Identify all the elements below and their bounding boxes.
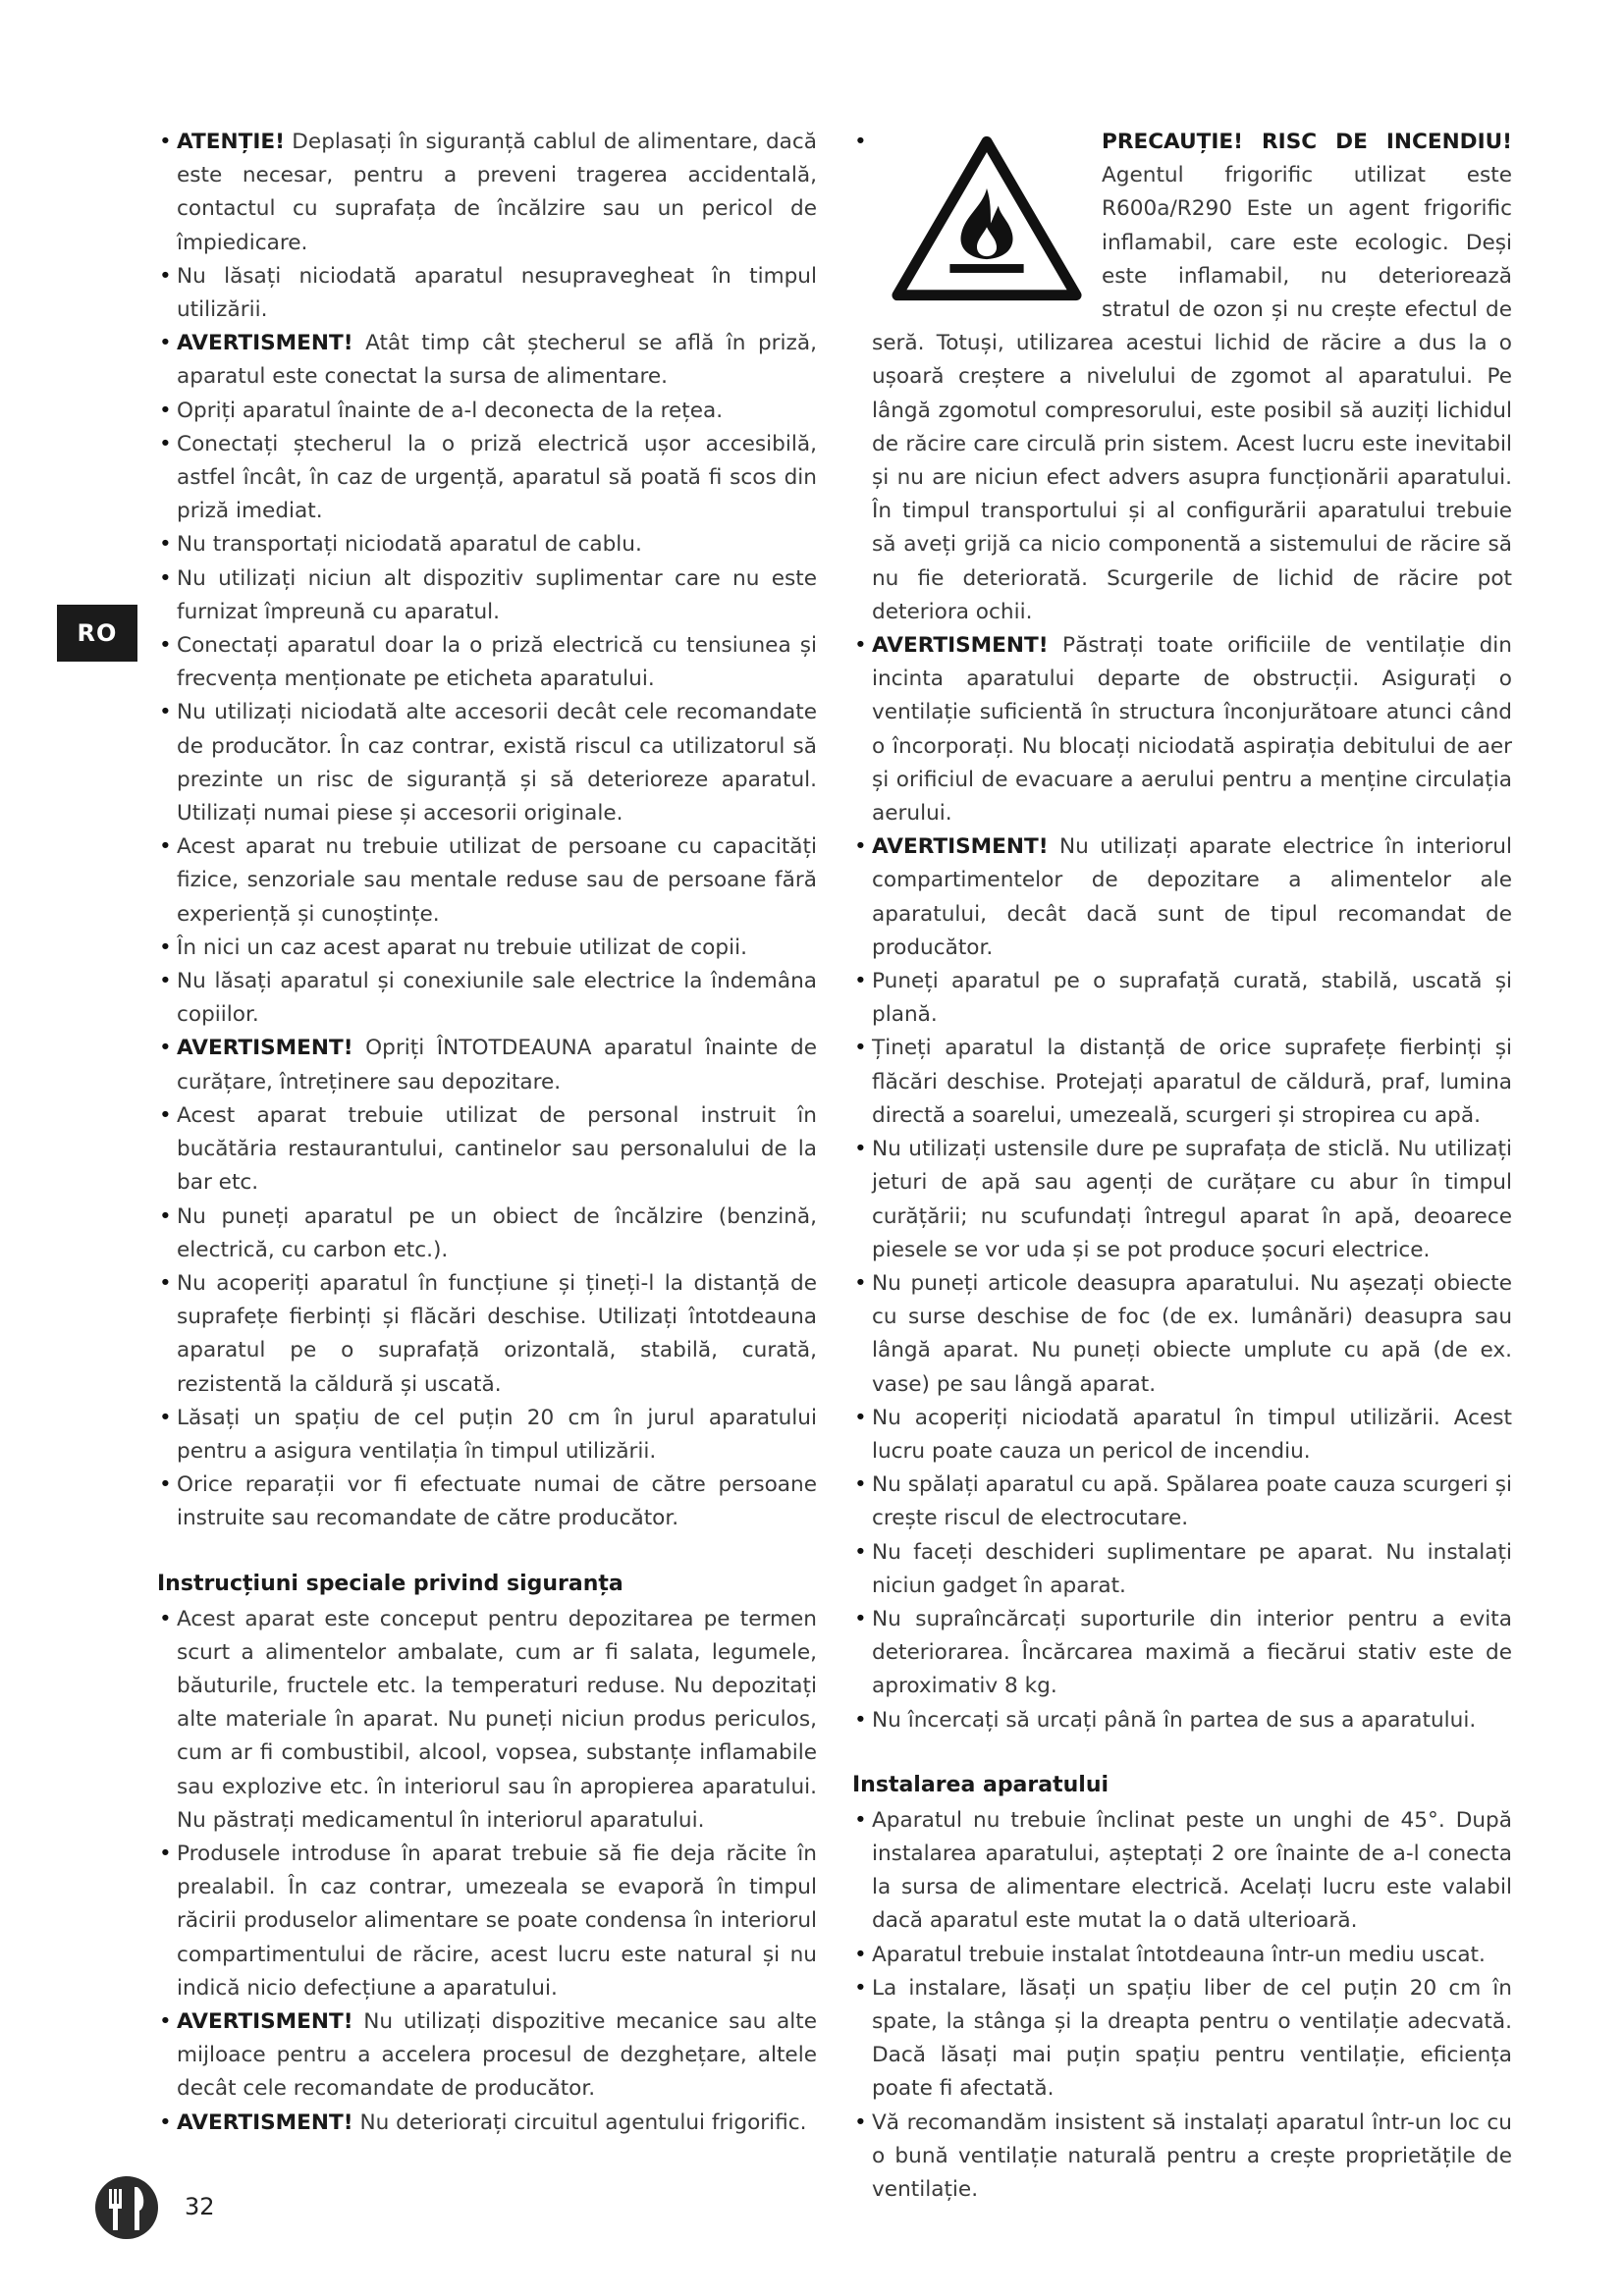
list-item: [157, 696, 817, 830]
list-item-text: Nu deteriorați circuitul agentului frigorific.: [352, 2109, 807, 2135]
list-item: [852, 1402, 1512, 1468]
list-item: [157, 1838, 817, 2005]
list-item: [852, 1133, 1512, 1267]
right-column: [852, 126, 1512, 2207]
list-item: [157, 932, 817, 965]
list-item-text: Păstrați toate orificiile de ventilație din incinta aparatului departe de obstrucții. Asigurați o ventilație suficientă în structura înconjurătoare atunci când o încorporați. Nu blocați niciodată aspirația debitului de aer și orificiul de evacuare a aerului pentru a menține circulația aerului.: [872, 633, 1512, 827]
list-item: [157, 830, 817, 932]
list-item-text: Acest aparat nu trebuie utilizat de persoane cu capacități fizice, senzoriale sau mentale reduse sau de persoane fără experiență și cunoștințe.: [177, 834, 817, 927]
list-item-text: Nu utilizați aparate electrice în interiorul compartimentelor de depozitare a alimentelor ale aparatului, decât dacă sunt de tipul recomandat de producător.: [872, 834, 1512, 960]
list-item-text: Nu spălați aparatul cu apă. Spălarea poate cauza scurgeri și crește riscul de electrocutare.: [872, 1472, 1512, 1531]
warning-keyword: AVERTISMENT!: [177, 2008, 353, 2034]
list-item: [157, 629, 817, 696]
list-item: [157, 1267, 817, 1402]
list-item-text: Nu utilizați dispozitive mecanice sau alte mijloace pentru a accelera procesul de dezghețare, altele decât cele recomandate de producător.: [177, 2008, 817, 2102]
special-safety-list: [157, 1603, 817, 2140]
list-item: [852, 1603, 1512, 1704]
warning-keyword: AVERTISMENT!: [872, 633, 1049, 659]
list-item: [852, 1972, 1512, 2107]
list-item: [157, 2005, 817, 2107]
list-item-text: Aparatul trebuie instalat întotdeauna într-un mediu uscat.: [872, 1942, 1486, 1967]
list-item-text: Conectați ștecherul la o priză electrică ușor accesibilă, astfel încât, în caz de urgență, aparatul să poată fi scos din priză imediat.: [177, 431, 817, 524]
list-item-text: Țineți aparatul la distanță de orice suprafețe fierbinți și flăcări deschise. Protejați aparatul de căldură, praf, lumina directă a soarelui, umezeală, scurgeri și stropirea cu apă.: [872, 1036, 1512, 1128]
list-item: [157, 428, 817, 529]
section-heading-installation: Instalarea aparatului: [852, 1772, 1110, 1797]
list-item-text: Aparatul nu trebuie înclinat peste un unghi de 45°. După instalarea aparatului, așteptați 2 ore înainte de a-l conecta la sursa de alimentare electrică. Acelați lucru este valabil dacă aparatul este mutat la o dată ulterioară.: [872, 1807, 1512, 1934]
list-item: [157, 1468, 817, 1535]
list-item: [852, 2107, 1512, 2208]
safety-list: [157, 126, 817, 1536]
list-item: [852, 830, 1512, 965]
fire-warning-keyword: PRECAUȚIE! RISC DE INCENDIU!: [1102, 130, 1512, 154]
safety-list-continued: [852, 126, 1512, 1737]
list-item-text: Nu utilizați niciun alt dispozitiv suplimentar care nu este furnizat împreună cu aparatul.: [177, 565, 817, 624]
list-item-text: Nu puneți articole deasupra aparatului. Nu așezați obiecte cu surse deschise de foc (de ex. lumânări) deasupra sau lângă aparat. Nu puneți obiecte umplute cu apă (de ex. vase) pe sau lângă aparat.: [872, 1270, 1512, 1397]
list-item-text: Opriți ÎNTOTDEAUNA aparatul înainte de curățare, întreținere sau depozitare.: [177, 1036, 817, 1095]
list-item: [157, 126, 817, 260]
list-item-text: Orice reparații vor fi efectuate numai de către persoane instruite sau recomandate de către producător.: [177, 1472, 817, 1531]
warning-keyword: AVERTISMENT!: [872, 834, 1049, 860]
warning-keyword: AVERTISMENT!: [177, 1036, 353, 1061]
list-item-text: Nu transportați niciodată aparatul de cablu.: [177, 532, 642, 558]
list-item-text: Nu lăsați niciodată aparatul nesupravegheat în timpul utilizării.: [177, 263, 817, 323]
list-item: [157, 1402, 817, 1468]
list-item: [157, 327, 817, 394]
installation-list: [852, 1804, 1512, 2207]
list-item-text: Puneți aparatul pe o suprafață curată, stabilă, uscată și plană.: [872, 969, 1512, 1028]
list-item: [852, 1267, 1512, 1402]
list-item: [852, 1704, 1512, 1737]
list-item: [157, 965, 817, 1032]
left-column: [157, 126, 817, 2140]
list-item-text: Nu încercați să urcați până în partea de sus a aparatului.: [872, 1707, 1477, 1733]
list-item-text: Nu utilizați niciodată alte accesorii decât cele recomandate de producător. În caz contrar, există riscul ca utilizatorul să prezinte un risc de siguranță și să deterioreze aparatul. Utilizați numai piese și accesorii originale.: [177, 700, 817, 827]
list-item: [852, 1032, 1512, 1133]
list-item-fire-warning: [852, 126, 1512, 629]
list-item-text: Acest aparat este conceput pentru depozitarea pe termen scurt a alimentelor ambalate, cum ar fi salata, legumele, băuturile, fructele etc. la temperaturi reduse. Nu depozitați alte materiale în aparat. Nu puneți niciun produs periculos, cum ar fi combustibil, alcool, vopsea, substanțe inflamabile sau explozive etc. în interiorul sau în apropierea aparatului. Nu păstrați medicamentul în interiorul aparatului.: [177, 1606, 817, 1833]
list-item: [157, 562, 817, 629]
list-item-text: La instalare, lăsați un spațiu liber de cel puțin 20 cm în spate, la stânga și la dreapta pentru o ventilație adecvată. Dacă lăsați mai puțin spațiu pentru ventilație, eficiența poate fi afectată.: [872, 1975, 1512, 2102]
list-item: [157, 395, 817, 428]
list-item: [852, 965, 1512, 1032]
list-item-text: Nu faceți deschideri suplimentare pe aparat. Nu instalați niciun gadget în aparat.: [872, 1539, 1512, 1598]
flammable-warning-icon: [890, 133, 1084, 305]
list-item-text: Nu acoperiți niciodată aparatul în timpul utilizării. Acest lucru poate cauza un pericol de incendiu.: [872, 1405, 1512, 1464]
list-item: [157, 2107, 817, 2140]
list-item: [852, 629, 1512, 830]
list-item-text: Nu lăsați aparatul și conexiunile sale electrice la îndemâna copiilor.: [177, 969, 817, 1028]
list-item: [157, 1099, 817, 1201]
list-item-text: Conectați aparatul doar la o priză electrică cu tensiunea și frecvența menționate pe eticheta aparatului.: [177, 633, 817, 692]
list-item-text: Opriți aparatul înainte de a-l deconecta de la rețea.: [177, 398, 724, 423]
list-item-text: Deplasați în siguranță cablul de alimentare, dacă este necesar, pentru a preveni tragerea accidentală, contactul cu suprafața de încălzire sau un pericol de împiedicare.: [177, 130, 817, 255]
list-item-text: În nici un caz acest aparat nu trebuie utilizat de copii.: [177, 934, 747, 960]
list-item-text: Nu utilizați ustensile dure pe suprafața de sticlă. Nu utilizați jeturi de apă sau agenți de curățare cu abur în timpul curățării; nu scufundați întregul aparat în apă, deoarece piesele se vor uda și se pot produce șocuri electrice.: [872, 1137, 1512, 1262]
warning-keyword: ATENȚIE!: [177, 130, 285, 154]
list-item: [852, 1804, 1512, 1939]
list-item: [157, 1603, 817, 1838]
language-tab: RO: [57, 605, 137, 662]
list-item: [852, 1536, 1512, 1603]
list-item-text: Lăsați un spațiu de cel puțin 20 cm în jurul aparatului pentru a asigura ventilația în timpul utilizării.: [177, 1405, 817, 1464]
fire-warning-text: Agentul frigorific utilizat este R600a/R290 Este un agent frigorific inflamabil, care este ecologic. Deși este inflamabil, nu deteriorează stratul de ozon și nu crește efectul de seră. Totuși, utilizarea acestui lichid de răcire a dus la o ușoară creștere a nivelului de zgomot al aparatului. Pe lângă zgomotul compresorului, este posibil să auziți lichidul de răcire care circulă prin sistem. Acest lucru este inevitabil și nu are niciun efect advers asupra funcționării aparatului. În timpul transportului și al configurării aparatului trebuie să aveți grijă ca nicio componentă a sistemului de răcire să nu fie deteriorată. Scurgerile de lichid de răcire pot deteriora ochii.: [872, 163, 1512, 624]
list-item: [157, 528, 817, 561]
cutlery-icon: [94, 2175, 159, 2240]
warning-keyword: AVERTISMENT!: [177, 331, 353, 356]
list-item: [157, 1032, 817, 1098]
list-item-text: Acest aparat trebuie utilizat de personal instruit în bucătăria restaurantului, cantinelor sau personalului de la bar etc.: [177, 1102, 817, 1196]
list-item: [157, 260, 817, 327]
list-item-text: Nu supraîncărcați suporturile din interior pentru a evita deteriorarea. Încărcarea maximă a fiecărui stativ este de aproximativ 8 kg.: [872, 1606, 1512, 1699]
list-item: [157, 1201, 817, 1267]
list-item-text: Atât timp cât ștecherul se află în priză, aparatul este conectat la sursa de alimentare.: [177, 331, 817, 390]
list-item: [852, 1939, 1512, 1972]
list-item: [852, 1468, 1512, 1535]
list-item-text: Nu acoperiți aparatul în funcțiune și țineți-l la distanță de suprafețe fierbinți și flăcări deschise. Utilizați întotdeauna aparatul pe o suprafață orizontală, stabilă, curată, rezistentă la căldură și uscată.: [177, 1270, 817, 1397]
list-item-text: Nu puneți aparatul pe un obiect de încălzire (benzină, electrică, cu carbon etc.).: [177, 1203, 817, 1262]
list-item-text: Vă recomandăm insistent să instalați aparatul într-un loc cu o bună ventilație naturală pentru a crește proprietățile de ventilație.: [872, 2109, 1512, 2202]
warning-keyword: AVERTISMENT!: [177, 2109, 353, 2135]
list-item-text: Produsele introduse în aparat trebuie să fie deja răcite în prealabil. În caz contrar, umezeala se evaporă în timpul răcirii produselor alimentare se poate condensa în interiorul compartimentului de răcire, acest lucru este natural și nu indică nicio defecțiune a aparatului.: [177, 1841, 817, 2001]
section-heading-special-safety: Instrucțiuni speciale privind siguranța: [157, 1571, 623, 1596]
page-number: 32: [185, 2193, 215, 2220]
